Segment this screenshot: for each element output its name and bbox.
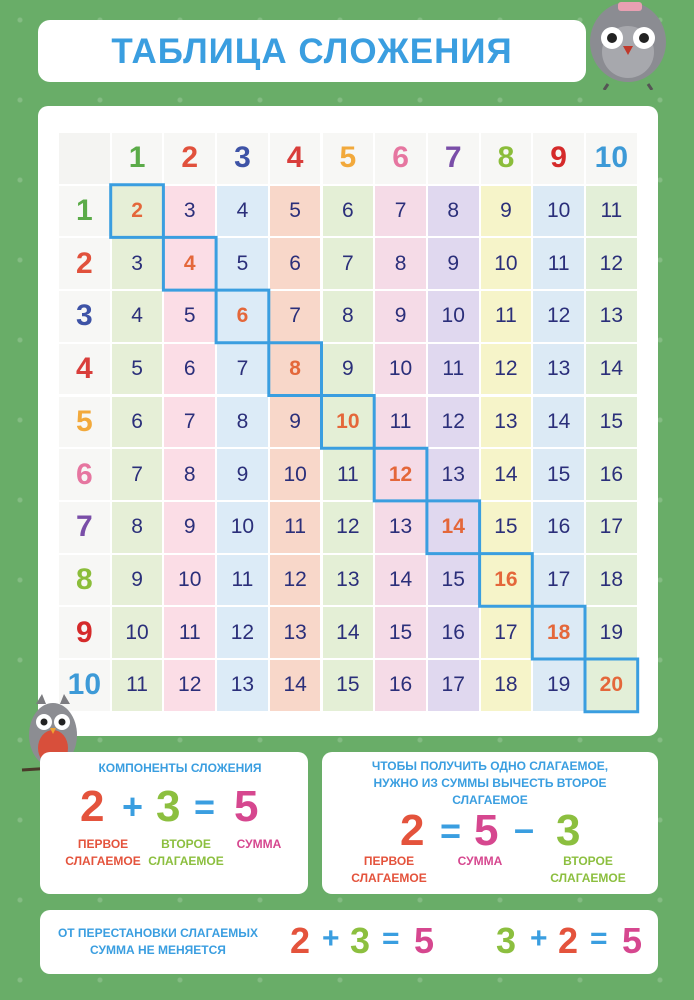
column-header: 8 (481, 133, 532, 184)
sum-cell: 17 (428, 660, 479, 711)
sum-cell: 6 (323, 186, 374, 237)
sum-cell: 13 (533, 344, 584, 395)
sum-cell: 10 (164, 555, 215, 606)
sum-cell: 6 (112, 397, 163, 448)
diagonal-cell: 20 (586, 660, 637, 711)
sum-cell: 7 (375, 186, 426, 237)
row-header: 4 (59, 344, 110, 395)
title-panel (38, 20, 586, 82)
sum-cell: 17 (586, 502, 637, 553)
components-sum: 5 (234, 782, 259, 831)
sum-cell: 10 (217, 502, 268, 553)
eq1-equals: = (382, 922, 400, 955)
diagonal-cell: 2 (112, 186, 163, 237)
sum-cell: 10 (533, 186, 584, 237)
sum-cell: 13 (270, 607, 321, 658)
sum-cell: 12 (586, 238, 637, 289)
commutative-text: ОТ ПЕРЕСТАНОВКИ СЛАГАЕМЫХ СУММА НЕ МЕНЯЕТСЯ (57, 926, 259, 957)
subtraction-second-addend: 3 (556, 806, 581, 855)
sum-cell: 16 (586, 449, 637, 500)
sum-cell: 9 (217, 449, 268, 500)
sum-cell: 19 (586, 607, 637, 658)
eq2-plus: + (530, 922, 548, 955)
eq1-sum: 5 (414, 920, 435, 961)
sum-cell: 18 (586, 555, 637, 606)
sum-cell: 9 (323, 344, 374, 395)
sum-cell: 11 (217, 555, 268, 606)
sum-cell: 10 (112, 607, 163, 658)
components-label-first: ПЕРВОЕ СЛАГАЕМОЕ (65, 837, 141, 868)
components-heading: КОМПОНЕНТЫ СЛОЖЕНИЯ (98, 761, 262, 775)
sum-cell: 12 (164, 660, 215, 711)
sum-cell: 7 (270, 291, 321, 342)
diagonal-cell: 12 (375, 449, 426, 500)
sum-cell: 14 (533, 397, 584, 448)
sum-cell: 5 (112, 344, 163, 395)
sum-cell: 11 (533, 238, 584, 289)
diagonal-cell: 6 (217, 291, 268, 342)
sum-cell: 5 (164, 291, 215, 342)
corner-cell (59, 133, 110, 184)
column-header: 2 (164, 133, 215, 184)
sum-cell: 15 (586, 397, 637, 448)
sum-cell: 5 (217, 238, 268, 289)
eq2-second: 2 (558, 920, 579, 961)
sum-cell: 8 (428, 186, 479, 237)
subtraction-heading: ЧТОБЫ ПОЛУЧИТЬ ОДНО СЛАГАЕМОЕ, НУЖНО ИЗ СУММЫ ВЫЧЕСТЬ ВТОРОЕ СЛАГАЕМОЕ (371, 759, 609, 807)
sum-cell: 18 (481, 660, 532, 711)
sum-cell: 15 (428, 555, 479, 606)
sum-cell: 14 (323, 607, 374, 658)
sum-cell: 9 (375, 291, 426, 342)
row-header: 8 (59, 555, 110, 606)
row-header: 2 (59, 238, 110, 289)
components-equals: = (194, 786, 216, 827)
diagonal-cell: 4 (164, 238, 215, 289)
subtraction-sum: 5 (474, 806, 499, 855)
sum-cell: 7 (112, 449, 163, 500)
row-header: 5 (59, 397, 110, 448)
sum-cell: 11 (586, 186, 637, 237)
sum-cell: 7 (217, 344, 268, 395)
subtraction-label-second: ВТОРОЕ СЛАГАЕМОЕ (550, 854, 626, 885)
sum-cell: 10 (270, 449, 321, 500)
sum-cell: 12 (270, 555, 321, 606)
sum-cell: 10 (375, 344, 426, 395)
sum-cell: 13 (586, 291, 637, 342)
sum-cell: 16 (375, 660, 426, 711)
sum-cell: 7 (323, 238, 374, 289)
sum-cell: 4 (217, 186, 268, 237)
sum-cell: 4 (112, 291, 163, 342)
sum-cell: 14 (586, 344, 637, 395)
column-header: 9 (533, 133, 584, 184)
sum-cell: 11 (270, 502, 321, 553)
addition-table (58, 132, 638, 712)
eq2-sum: 5 (622, 920, 643, 961)
subtraction-label-sum: СУММА (457, 854, 503, 868)
sum-cell: 12 (428, 397, 479, 448)
components-label-second: ВТОРОЕ СЛАГАЕМОЕ (148, 837, 224, 868)
sum-cell: 5 (270, 186, 321, 237)
diagonal-cell: 8 (270, 344, 321, 395)
sum-cell: 13 (323, 555, 374, 606)
subtraction-equals: = (440, 810, 462, 851)
sum-cell: 11 (164, 607, 215, 658)
sum-cell: 13 (217, 660, 268, 711)
sum-cell: 8 (323, 291, 374, 342)
page-title: ТАБЛИЦА СЛОЖЕНИЯ (111, 32, 513, 71)
sum-cell: 10 (428, 291, 479, 342)
column-header: 5 (323, 133, 374, 184)
components-plus: + (122, 786, 144, 827)
eq1-second: 3 (350, 920, 371, 961)
sum-cell: 15 (533, 449, 584, 500)
row-header: 7 (59, 502, 110, 553)
diagonal-cell: 18 (533, 607, 584, 658)
sum-cell: 12 (217, 607, 268, 658)
sum-cell: 13 (428, 449, 479, 500)
sum-cell: 11 (323, 449, 374, 500)
sum-cell: 12 (323, 502, 374, 553)
sum-cell: 17 (533, 555, 584, 606)
sum-cell: 8 (375, 238, 426, 289)
column-header: 4 (270, 133, 321, 184)
sum-cell: 16 (428, 607, 479, 658)
eq2-first: 3 (496, 920, 517, 961)
sum-cell: 12 (533, 291, 584, 342)
row-header: 10 (59, 660, 110, 711)
column-header: 7 (428, 133, 479, 184)
sum-cell: 10 (481, 238, 532, 289)
row-header: 9 (59, 607, 110, 658)
row-header: 1 (59, 186, 110, 237)
subtraction-minus: – (514, 808, 535, 849)
sum-cell: 8 (217, 397, 268, 448)
components-first-addend: 2 (80, 782, 105, 831)
sum-cell: 3 (164, 186, 215, 237)
row-header: 6 (59, 449, 110, 500)
column-header: 10 (586, 133, 637, 184)
column-header: 3 (217, 133, 268, 184)
column-header: 1 (112, 133, 163, 184)
eq1-plus: + (322, 922, 340, 955)
sum-cell: 15 (375, 607, 426, 658)
sum-cell: 17 (481, 607, 532, 658)
diagonal-cell: 10 (323, 397, 374, 448)
sum-cell: 16 (533, 502, 584, 553)
sum-cell: 19 (533, 660, 584, 711)
sum-cell: 8 (164, 449, 215, 500)
sum-cell: 9 (164, 502, 215, 553)
sum-cell: 8 (112, 502, 163, 553)
sum-cell: 13 (481, 397, 532, 448)
sum-cell: 9 (428, 238, 479, 289)
subtraction-label-first: ПЕРВОЕ СЛАГАЕМОЕ (351, 854, 427, 885)
sum-cell: 7 (164, 397, 215, 448)
eq2-equals: = (590, 922, 608, 955)
sum-cell: 14 (270, 660, 321, 711)
sum-cell: 11 (481, 291, 532, 342)
owl-illustration-top (578, 0, 678, 90)
eq1-first: 2 (290, 920, 311, 961)
sum-cell: 14 (375, 555, 426, 606)
sum-cell: 13 (375, 502, 426, 553)
sum-cell: 12 (481, 344, 532, 395)
diagonal-cell: 16 (481, 555, 532, 606)
sum-cell: 3 (112, 238, 163, 289)
sum-cell: 6 (164, 344, 215, 395)
sum-cell: 11 (375, 397, 426, 448)
components-second-addend: 3 (156, 782, 181, 831)
sum-cell: 11 (112, 660, 163, 711)
subtraction-first-addend: 2 (400, 806, 425, 855)
column-header: 6 (375, 133, 426, 184)
sum-cell: 9 (481, 186, 532, 237)
sum-cell: 9 (112, 555, 163, 606)
sum-cell: 9 (270, 397, 321, 448)
sum-cell: 11 (428, 344, 479, 395)
row-header: 3 (59, 291, 110, 342)
sum-cell: 15 (323, 660, 374, 711)
diagonal-cell: 14 (428, 502, 479, 553)
sum-cell: 6 (270, 238, 321, 289)
sum-cell: 15 (481, 502, 532, 553)
components-label-sum: СУММА (236, 837, 282, 851)
sum-cell: 14 (481, 449, 532, 500)
